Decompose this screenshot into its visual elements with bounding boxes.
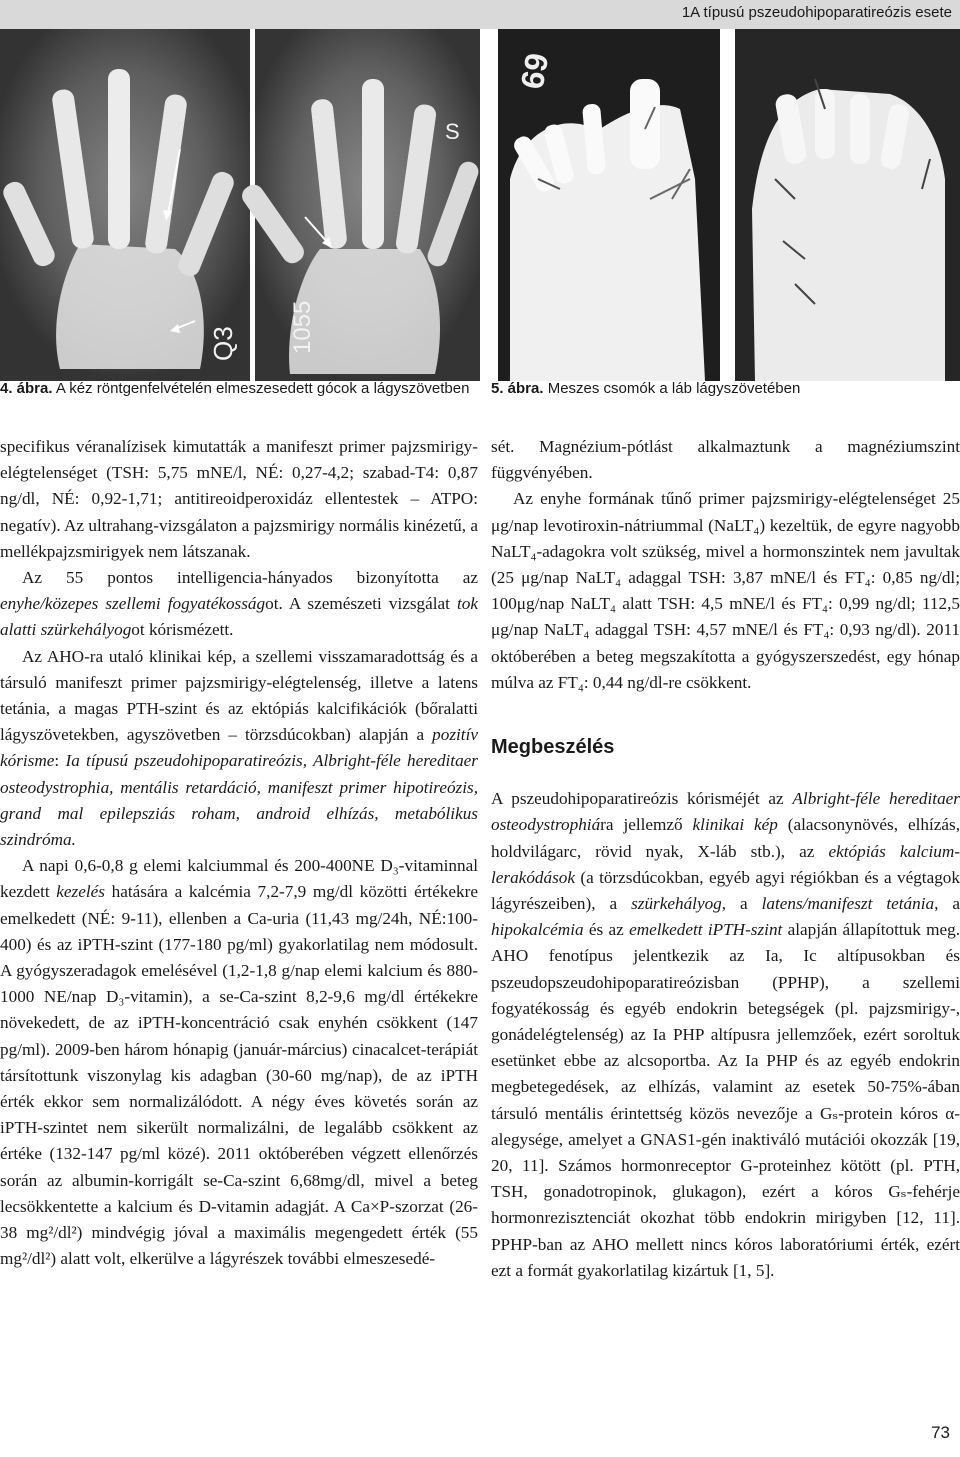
film-marker-1055: 1055 (289, 300, 316, 354)
running-header-title: 1A típusú pszeudohipoparatireózis esete (681, 4, 952, 21)
right-text-column (491, 434, 960, 1284)
figure-4-hand-xrays (0, 29, 480, 381)
figure-5-caption-text: Meszes csomók a láb lágyszövetében (543, 380, 801, 397)
film-marker-69: 69 (513, 50, 556, 92)
figure-5-label: 5. ábra. (491, 380, 544, 397)
figure-4-caption-text: A kéz röntgenfelvételén elmeszesedett gócok a lágyszövetben (52, 380, 470, 397)
film-marker-q3: Q3 (208, 326, 238, 361)
paragraph: Az 55 pontos intelligencia-hányados bizonyította az enyhe/közepes szellemi fogyatékosságot. A szemészeti vizsgálat tok alatti szürkehályogot kórismézett. (0, 568, 478, 640)
foot-xray-image (490, 29, 960, 381)
hand-xray-image (0, 29, 480, 381)
paragraph: A pszeudohipoparatireózis kórisméjét az Albright-féle hereditaer osteodystrophiára jellemző klinikai kép (alacsonynövés, elhízás, holdvilágarc, rövid nyak, X-láb stb.), az ektópiás kalcium-lerakódások (a törzsdúcokban, egyéb agyi régiókban és a végtagok lágyrészeiben), a szürkehályog, a latens/manifeszt tetánia, a hipokalcémia és az emelkedett iPTH-szint alapján állapítottuk meg. AHO fenotípus jelentkezik az Ia, Ic altípusokban és pszeudopszeudohipoparatireózisban (PPHP), a szellemi fogyatékosság és egyéb endokrin betegségek (pl. pajzsmirigy-, gonádelégtelenség) az Ia PHP altípusra jellemzőek, ezért soroltuk esetünket ebbe az alcsoportba. Az Ia PHP és az egyéb endokrin megbetegedések, az elhízás, valamint az esetek 50-75%-ában társuló mentális érintettség közös nevezője a Gₛ-protein kóros α-alegysége, amelyet a GNAS1-gén inaktiváló mutációi okozzák [19, 20, 11]. Számos hormonreceptor G-proteinhez kötött (pl. PTH, TSH, gonadotropinok, glukagon), ezért a kóros Gₛ-fehérje hormonrezisztenciát okozhat több endokrin mirigyben [12, 11]. PPHP-ban az AHO mellett nincs kóros laboratóriumi érték, ezért ezt a formát gyakorlatilag kizártuk [1, 5]. (491, 789, 960, 1280)
paragraph: Az AHO-ra utaló klinikai kép, a szellemi visszamaradottság és a társuló manifeszt primer pajzsmirigy-elégtelenség, illetve a latens tetánia, a magas PTH-szint és az ektópiás kalcifikációk (bőralatti lágyszövetekben, agyszövetben – törzsdúcokban) alapján a pozitív kórisme: Ia típusú pszeudohipoparatireózis, Albright-féle hereditaer osteodystrophia, mentális retardáció, manifeszt primer hipotireózis, grand mal epilepsziás roham, android elhízás, metabólikus szindróma. (0, 646, 478, 850)
figure-4-label: 4. ábra. (0, 380, 53, 397)
left-text-column (0, 434, 478, 1273)
figure-5-foot-xrays (490, 29, 960, 381)
paragraph: A napi 0,6-0,8 g elemi kalciummal és 200-400NE D₃-vitaminnal kezdett kezelés hatására a kalcémia 7,2-7,9 mg/dl közötti értékekre emelkedett (NÉ: 9-11), ellenben a Ca-uria (11,43 mg/24h, NÉ:100-400) és az iPTH-szint (177-180 pg/ml) gyakorlatilag nem módosult. A gyógyszeradagok emelésével (1,2-1,8 g/nap elemi kalcium és 880-1000 NE/nap D₃-vitamin), a se-Ca-szint 8,2-9,6 mg/dl értékekre növekedett, de az iPTH-koncentráció csak enyhén csökkent (147 pg/ml). 2009-ben három hónapig (január-március) cinacalcet-terápiát társítottunk viszonylag kis adagban (30-60 mg/nap), de az iPTH érték ekkor sem normalizálódott. A négy éves követés során az iPTH-szintet nem sikerült normalizálni, de legalább csökkent az értéke (132-147 pg/ml közé). 2011 októberében végzett ellenőrzés során az albumin-korrigált se-Ca-szint 6,68mg/dl, mivel a beteg lecsökkentette a kalcium és D-vitamin adagját. A Ca×P-szorzat (26-38 mg²/dl²) mindvégig jóval a maximális megengedett érték (55 mg²/dl²) alatt volt, elkerülve a lágyrészek további elmeszesedé- (0, 856, 479, 1269)
section-heading: Megbeszélés (491, 736, 615, 759)
page-number: 73 (931, 1423, 950, 1442)
figure-5-caption (491, 380, 800, 397)
paragraph: Az enyhe formának tűnő primer pajzsmirigy-elégtelenséget 25 μg/nap levotiroxin-nátriummal (NaLT₄) kezeltük, de egyre nagyobb NaLT₄-adagokra volt szükség, mivel a hormonszintek nem javultak (25 μg/nap NaLT₄ adaggal TSH: 3,87 mNE/l és FT₄: 0,85 ng/dl; 100μg/nap NaLT₄ alatt TSH: 4,5 mNE/l és FT₄: 0,99 ng/dl; 112,5 μg/nap NaLT₄ adaggal TSH: 4,57 mNE/l és FT₄: 0,93 ng/dl). 2011 októberében a beteg megszakította a gyógyszerszedést, egy hónap múlva az FT₄: 0,44 ng/dl-re csökkent. (491, 489, 960, 692)
film-marker-s: S (445, 119, 460, 144)
paragraph: sét. Magnézium-pótlást alkalmaztunk a magnéziumszint függvényében. (491, 437, 960, 483)
running-header (0, 0, 960, 29)
paragraph: specifikus véranalízisek kimutatták a manifeszt primer pajzsmirigy-elégtelenséget (TSH: 5,75 mNE/l, NÉ: 0,27-4,2; szabad-T4: 0,87 ng/dl, NÉ: 0,92-1,71; antitireoidperoxidáz ellentestek – ATPO: negatív). Az ultrahang-vizsgálaton a pajzsmirigy normális kinézetű, a mellékpajzsmirigyek nem látszanak. (0, 437, 478, 561)
figure-4-caption (0, 380, 469, 397)
